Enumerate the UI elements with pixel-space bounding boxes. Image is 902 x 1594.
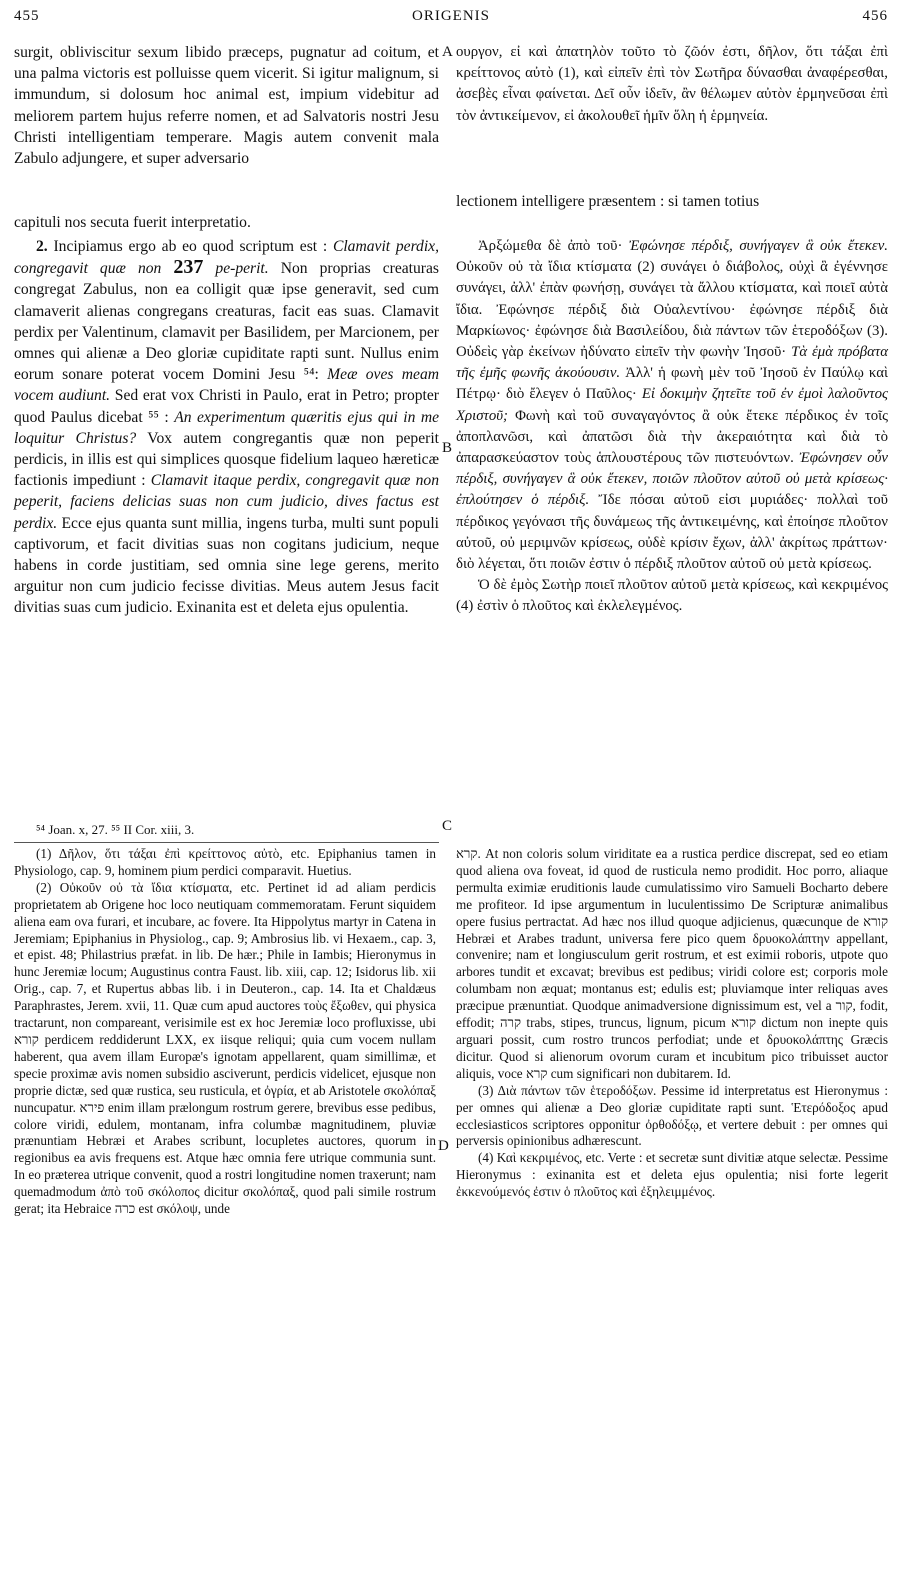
sec2-c: pe-perit. <box>215 260 269 278</box>
note-2-continued: קרא. At non coloris solum viriditate ea a rustica perdice discrepat, sed eo etiam quod aliena ova foveat, id quod de rusticula nemo prodidit. Hoc porro, aliaque permulta eximiæ eruditionis laude cumulatissimo viro Samueli Bocharto debere me profiteor. Id ipse argumentum in luculentissimo De Scripturæ animalibus opere fusius pertractat. Ad hæc nos illud quoque adjicienus, quæcunque de קורא Hebræi et Arabes tradunt, universa fere pico quem δρυοκολάπτην appellant, convenire; nam et longiusculum gerit rostrum, et est eximii roboris, utpote quo arbores tundit et excavat; brevibus est pedibus; viridi colore est; corporis mole columbam non æquat; montanus est; edulis est; pluviamque inter reliquas aves præcipue prænuntiat. Quodque animadversione dignissimum est, vel a קור, fodit, effodit; קרה trabs, stipes, truncus, lignum, picum קורא dictum non inepte quis arguari possit, cum rostro truncos perfodiat; unde et δρυοκολάπτης Græcis dicitur. Quod si alienorum ovorum curam et incubitum pico tribuisset auctor aliquis, voce קרא cum significari non dubitarem. Id. <box>456 846 889 1081</box>
greek-sec2-c: Οὐκοῦν οὐ τὰ ἴδια κτίσματα (2) συνάγει ὁ διάβολος, οὐχὶ ἃ ἐγέννησε συνάγει, ἀλλ' ἐπὰν φωνήσῃ, συνάγει τὰ ἄλλου κτίσματα, καὶ ποιεῖ αὐτὰ ἴδια. Ἐφώνησε πέρδιξ διὰ Οὐαλεντίνου· ἐφώνησε πέρδιξ διὰ Μαρκίωνος· ἐφώνησε διὰ Βασιλείδου, διὰ πάντων τῶν ἑτεροδόξων (3). Οὐδεὶς γὰρ ἐκείνων ἠδύνατο εἰπεῖν τὴν φωνὴν Ἰησοῦ· <box>456 259 888 361</box>
greek-top-column <box>456 42 888 127</box>
greek-sec2-a: Ἀρξώμεθα δὲ ἀπὸ τοῦ· <box>478 238 623 254</box>
note-1: (1) Δῆλον, ὅτι τάξαι ἐπὶ κρείττονος αὐτὸ, etc. Epiphanius tamen in Physiologo, cap. 9, hominem pium perdici comparavit. Huetius. <box>14 846 436 878</box>
latin-top-column <box>14 42 439 169</box>
sec2-j: Ecce ejus quanta sunt millia, ingens turba, multi sunt populi captivorum, et facit divitias suas non cogitans judicium, neque habens in corde justitiam, sed omnia sine lege gerens, merito arguitur non cum judicio fecisse divitias. Meus autem Jesus facit divitias suas cum judicio. Exinanita est et deleta ejus opulentia. <box>14 514 439 617</box>
note-2: (2) Οὐκοῦν οὐ τὰ ἴδια κτίσματα, etc. Pertinet id ad aliam perdicis proprietatem ab Origene hoc loco neutiquam commemoratam. Ferunt siquidem aliena eam ova furari, et incubare, ac fovere. Ita Hippolytus martyr in Catena in Jeremiam; Epiphanius in Physiolog., cap. 9; Ambrosius lib. vi Hexaem., cap. 3, et epist. 48; Philastrius præfat. in lib. De hær.; Phile in Iambis; Hieronymus in hunc Jeremiæ locum; Augustinus contra Faust. lib. xiii, cap. 12; Isidorus lib. xii Orig., cap. 7, et Rupertus abbas lib. i in Deuteron., cap. 14. Ita et Chaldæus Paraphrastes, Jerem. xvii, 11. Quæ cum apud auctores τοὺς ἔξωθεν, qui physica tractarunt, non compareant, verisimile est ex hoc Jeremiæ loco profluxisse, ubi קורא perdicem reddiderunt LXX, ex iisque reliqui; quia cum vocem nullam haberent, qua avem illam Europæ's ignotam appellarent, quam simillimæ, et specie proximæ avis nomen subsidio asciverunt, perdicis videlicet, ejusque non proprie dictæ, sed quæ rustica, seu rusticula, et ὀγρία, et ab Aristotele σκολόπαξ nuncupatur. פירא enim illam prælongum rostrum gerere, brevibus esse pedibus, colore viridi, edulem, montanam, infra columbæ magnitudinem, pluviæ prænuntiam Hebræi et Arabes scribunt, locupletes auctores, quorum in regionibus ea avis frequens est. Atque hæc omnia fere utrique communia sunt. In eo præterea utrique convenit, quod a rostri longitudine nomen traxerunt; nam quemadmodum ἀπὸ τοῦ σκόλοπος dicitur σκολόπαξ, quod pali simile rostrum gerat; ita Hebraice כרה est σκόλοψ, unde <box>14 879 436 1217</box>
column-number: 237 <box>173 256 204 279</box>
greek-sec2-i: Ἴδε πόσαι αὐτοῦ εἰσι μυριάδες· πολλαὶ τοῦ πέρδικος γεγόνασι τῆς δυνάμεως τῆς ἀντικειμένης, καὶ ἐποίησε πλοῦτον αὐτοῦ, οὐ μεριμνῶν κρίσεως, οὐδὲ κρίσιν ἔχων, ἀλλ' ἀκρίτως πράττων· διὸ λέγεται, ὅτι ποιῶν ἐστιν ὁ πέρδιξ πλοῦτον αὐτοῦ οὐ μετὰ κρίσεως. <box>456 492 889 573</box>
sec2-e: Meæ oves meam vocem audiunt. <box>14 366 439 405</box>
greek-sec2-e: Ἀλλ' ἡ φωνὴ μὲν τοῦ Ἰησοῦ ἐν Παύλῳ καὶ Πέτρῳ· διὸ ἔλεγεν ὁ Παῦλος· <box>456 365 888 403</box>
page-number-right: 456 <box>862 8 888 24</box>
latin-top-last: capituli nos secuta fuerit interpretatio. <box>14 214 251 231</box>
margin-letter-d: D <box>438 1138 449 1154</box>
latin-continuation-right <box>456 191 888 212</box>
greek-sec2-b: Ἐφώνησε πέρδιξ, συνήγαγεν ἃ οὐκ ἔτεκεν. <box>628 238 888 254</box>
page-number-left: 455 <box>14 8 40 24</box>
note-4: (4) Καὶ κεκριμένος, etc. Verte : et secretæ sunt divitiæ atque selectæ. Pessime Hieronymus : exinanita est et deleta ejus opulentia; nisi forte legerit ἐκκενούμενός ἐστιν ὁ πλοῦτος καὶ ἐξηλειμμένος. <box>456 1150 888 1200</box>
margin-letter-c: C <box>442 818 453 834</box>
sec2-h: Vox autem congregantis quæ non peperit perdicis, in illis est qui simplices quosque fidelium laqueo hæreticæ factionis impediunt : <box>14 429 439 490</box>
section-number: 2. <box>36 238 48 255</box>
margin-letter-a: A <box>442 44 453 60</box>
sec2-d: Non proprias creaturas congregat Zabulus, non ea colligit quæ ipse generavit, sed cum clamaverit alienas congregans creaturas, facit eas suas. Clamavit perdix per Valentinum, clamavit per Basilidem, per Marcionem, per omnes qui alienæ a Deo gloriæ cupiditate rapti sunt. Nullus enim eorum sonare poterat vocem Domini Jesu ⁵⁴: <box>14 260 439 384</box>
latin-continuation-text: lectionem intelligere præsentem : si tamen totius <box>456 193 760 210</box>
running-title: ORIGENIS <box>412 8 490 24</box>
greek-sec2-h: Ἐφώνησεν οὖν πέρδιξ, συνήγαγεν ἃ οὐκ ἔτεκεν, ποιῶν πλοῦτον αὐτοῦ οὐ μετὰ κρίσεως· ἐπλούτησεν ὁ πέρδιξ. <box>456 450 889 509</box>
greek-sec2-j: Ὁ δὲ ἐμὸς Σωτὴρ ποιεῖ πλοῦτον αὐτοῦ μετὰ κρίσεως, καὶ κεκριμένος (4) ἐστὶν ὁ πλοῦτος καὶ ἐκλελεγμένος. <box>456 577 888 615</box>
latin-top-text: surgit, obliviscitur sexum libido præceps, pugnatur ad coitum, et una palma victoris est polluisse quem vicerit. Si igitur malignum, si immundum, si dolosum hoc animal est, impium videbitur ad meliorem partem hujus referre nomen, et ad Salvatoris nostri Jesu Christi intelligentiam temperare. Magis autem convenit mala Zabulo adjungere, et super adversario <box>14 44 439 168</box>
scripture-references: ⁵⁴ Joan. x, 27. ⁵⁵ II Cor. xiii, 3. <box>36 822 195 837</box>
notes-left-column <box>14 846 436 1218</box>
notes-right-column <box>456 846 888 1201</box>
greek-sec2-d: Τὰ ἐμὰ πρόβατα τῆς ἐμῆς φωνῆς ἀκούουσιν. <box>456 344 888 382</box>
running-header <box>14 8 888 32</box>
greek-sec2-f: Εἰ δοκιμὴν ζητεῖτε τοῦ ἐν ἐμοὶ λαλοῦντος Χριστοῦ; <box>456 386 889 424</box>
section-2-greek <box>456 236 888 618</box>
note-3: (3) Διὰ πάντων τῶν ἑτεροδόξων. Pessime id interpretatus est Hieronymus : per omnes qui alienæ a Deo gloriæ cupiditate rapti sunt. Ἑτερόδοξος apud ecclesiasticos scriptores opponitur ὀρθοδόξῳ, et vertere debuit : per omnes qui perversis opinionibus adhærescunt. <box>456 1082 888 1149</box>
sec2-a: Incipiamus ergo ab eo quod scriptum est : <box>53 238 328 255</box>
greek-sec2-g: Φωνὴ καὶ τοῦ συναγαγόντος ἃ οὐκ ἔτεκε πέρδικος ἐν τοῖς ἀποπλανῶσι, καὶ ἀπατῶσι διὰ τὴν ἀκεραιότητα καὶ διὰ τὸ ἀπαρασκεύαστον τοὺς ἁπλουστέρους τῶν πιστευόντων. <box>456 407 889 467</box>
sec2-i: Clamavit itaque perdix, congregavit quæ non peperit, faciens delicias suas non cum judicio, dives factus est perdix. <box>14 472 439 532</box>
section-2-latin <box>14 236 439 619</box>
latin-top-last-line <box>14 212 439 233</box>
greek-top-text: ουργον, εἰ καὶ ἀπατηλὸν τοῦτο τὸ ζῶόν ἐστι, δῆλον, ὅτι τάξαι ἐπὶ κρείττονος αὐτὸ (1), καὶ εἰπεῖν ἐπὶ τὸν Σωτῆρα δύνασθαι ἀναφέρεσθαι, ἀσεβὲς εἶναι φαίνεται. Δεῖ οὖν ἰδεῖν, ἂν θέλωμεν αὐτὸν ἑρμηνεῦσαι ἐπὶ τὸν ἀντικείμενον, εἰ ἀκολουθεῖ ἡμῖν ὅλη ἡ ἑρμηνεία. <box>456 44 888 124</box>
sec2-f: Sed erat vox Christi in Paulo, erat in Petro; propter quod Paulus dicebat ⁵⁵ : <box>14 387 439 426</box>
sec2-g: An experimentum quæritis ejus qui in me loquitur Christus? <box>14 408 439 447</box>
sec2-b: Clamavit perdix, congregavit quæ non <box>14 238 440 278</box>
margin-letter-b: B <box>442 440 453 456</box>
footnote-rule <box>14 842 439 843</box>
